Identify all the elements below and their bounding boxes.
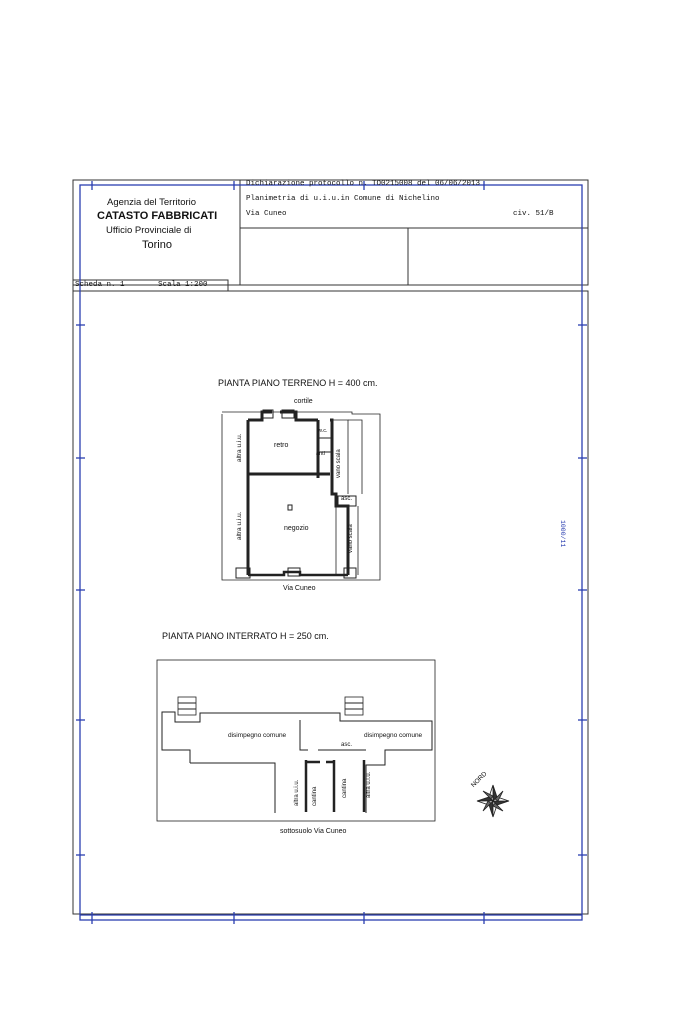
label-cortile: cortile (294, 398, 313, 405)
label-altra-uiu-2: altra u.i.u. (236, 511, 243, 540)
declaration-line: Dichiarazione protocollo n. TO0215008 del 06/06/2013 (246, 180, 481, 188)
civic-number: civ. 51/B (513, 210, 554, 218)
compass-label: NORD (470, 770, 489, 789)
agency-line2: CATASTO FABBRICATI (97, 210, 218, 222)
label-sottosuolo: sottosuolo Via Cuneo (280, 828, 347, 835)
label-altra-uiu-1: altra u.i.u. (236, 433, 243, 462)
label-wc: w.c. (318, 428, 328, 434)
basement-title: PIANTA PIANO INTERRATO H = 250 cm. (162, 631, 329, 641)
label-asc-ground: asc. (341, 496, 353, 502)
label-retro: retro (274, 442, 289, 449)
label-cantina-1: cantina (312, 786, 318, 806)
agency-city: Torino (142, 239, 172, 251)
ground-floor-plan (222, 410, 380, 580)
label-altra-uiu-3: altra u.i.u. (294, 779, 300, 806)
agency-line3: Ufficio Provinciale di (106, 225, 192, 236)
label-disimpegno-2: disimpegno comune (364, 732, 423, 739)
label-negozio: negozio (284, 525, 309, 532)
label-anti: anti (316, 451, 325, 457)
label-vano-scala-2: vano scala (348, 524, 354, 553)
blue-frame (76, 181, 587, 924)
agency-line1: Agenzia del Territorio (107, 197, 197, 208)
street-name: Via Cuneo (246, 210, 287, 218)
scale-label: Scala 1:200 (158, 281, 208, 289)
label-altra-uiu-4: altra u.i.u. (366, 771, 372, 798)
ground-floor-title: PIANTA PIANO TERRENO H = 400 cm. (218, 378, 378, 388)
compass-rose-icon (477, 785, 509, 817)
label-disimpegno-1: disimpegno comune (228, 732, 287, 739)
side-mark: 1000/11 (559, 520, 566, 548)
sheet-number: Scheda n. 1 (75, 281, 125, 289)
label-cantina-2: cantina (342, 778, 348, 798)
label-asc-basement: asc. (341, 742, 353, 748)
label-via-cuneo: Via Cuneo (283, 585, 316, 592)
plan-description: Planimetria di u.i.u.in Comune di Nichelino (246, 195, 440, 203)
label-vano-scala-1: vano scala (336, 449, 342, 478)
